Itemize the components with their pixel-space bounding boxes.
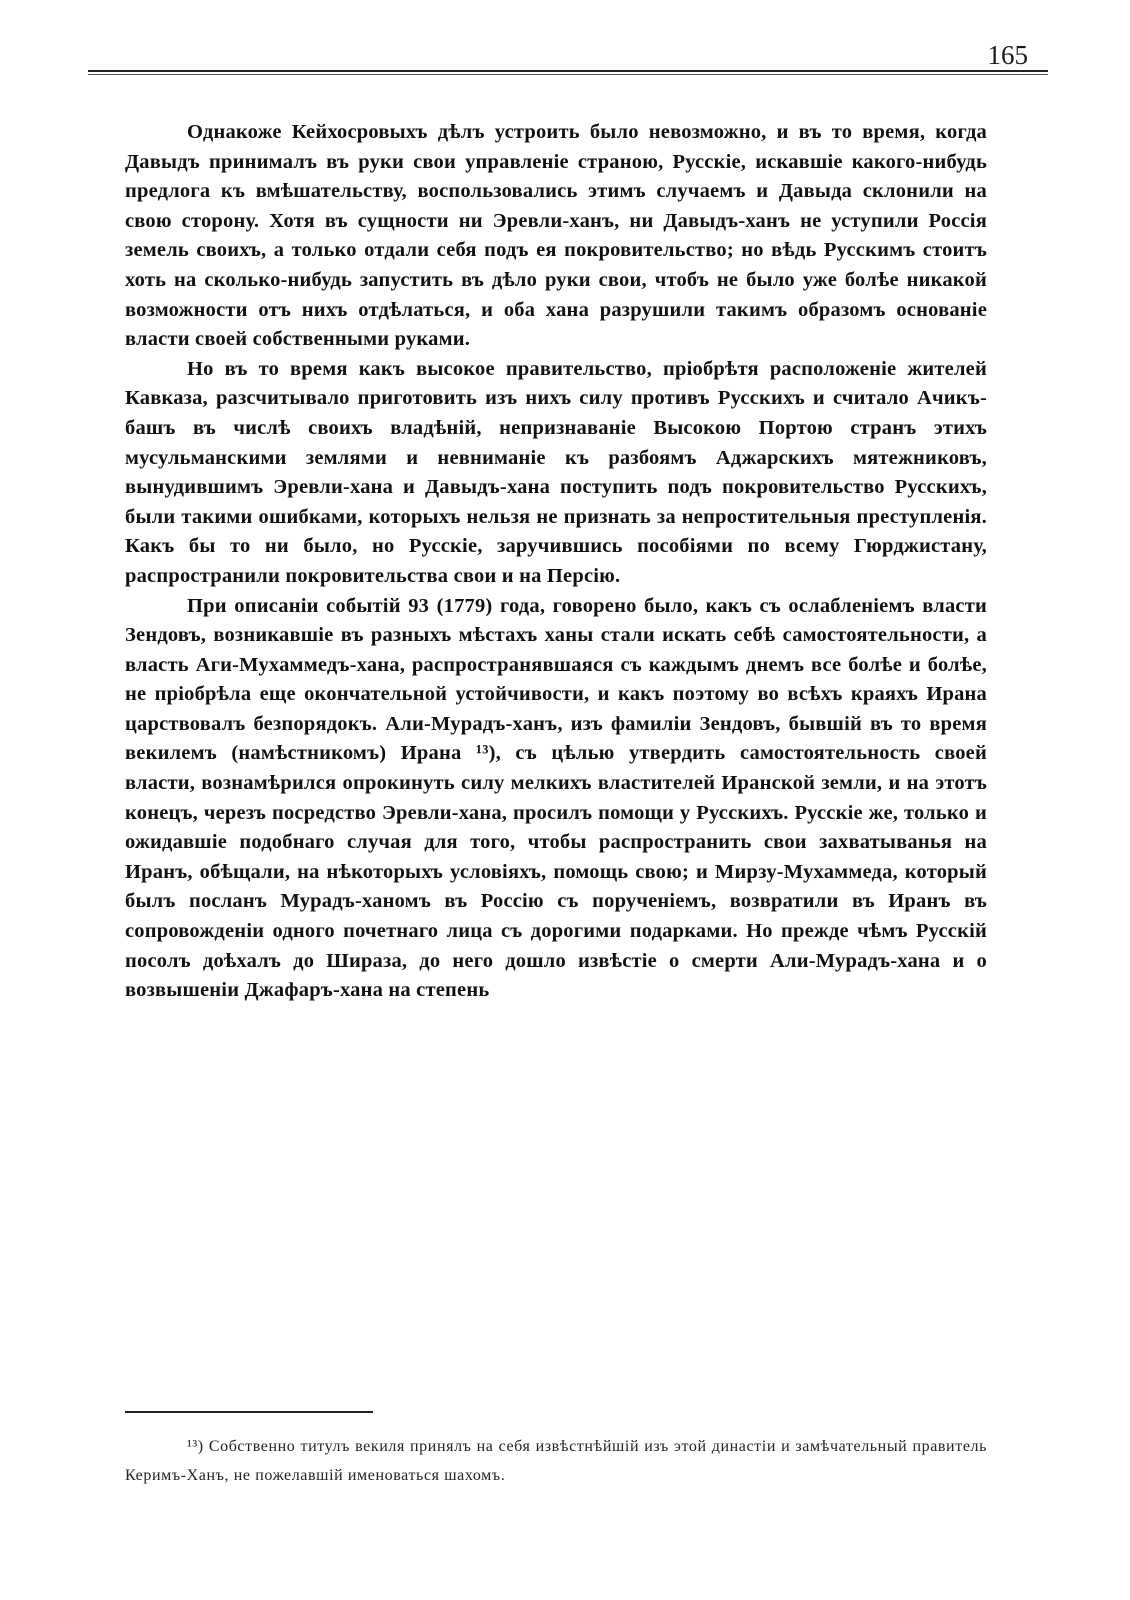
page-header xyxy=(88,34,1048,74)
paragraph: Но въ то время какъ высокое правительство, пріобрѣтя расположеніе жителей Кавказа, разсчитывало приготовить изъ нихъ силу противъ Русскихъ и считало Ачикъ-башъ въ числѣ своихъ владѣній, непризнаваніе Высокою Портою странъ этихъ мусульманскими землями и невниманіе къ разбоямъ Аджарскихъ мятежниковъ, вынудившимъ Эревли-хана и Давыдъ-хана поступить подъ покровительство Русскихъ, были такими ошибками, которыхъ нельзя не признать за непростительныя преступленія. Какъ бы то ни было, но Русскіе, заручившись пособіями по всему Гюрджистану, распространили покровительства свои и на Персію. xyxy=(125,357,987,587)
paragraph: Однакоже Кейхосровыхъ дѣлъ устроить было невозможно, и въ то время, когда Давыдъ принималъ въ руки свои управленіе страною, Русскіе, искавшіе какого-нибудь предлога къ вмѣшательству, воспользовались этимъ случаемъ и Давыда склонили на свою сторону. Хотя въ сущности ни Эревли-ханъ, ни Давыдъ-ханъ не уступили Россія земель своихъ, а только отдали себя подъ ея покровительство; но вѣдь Русскимъ стоитъ хоть на сколько-нибудь запустить въ дѣло руки свои, чтобъ не было уже болѣе никакой возможности отъ нихъ отдѣлаться, и оба хана разрушили такимъ образомъ основаніе власти своей собственными руками. xyxy=(125,121,987,351)
page-number: 165 xyxy=(987,40,1028,70)
paragraph: При описаніи событій 93 (1779) года, говорено было, какъ съ ослабленіемъ власти Зендовъ, возникавшіе въ разныхъ мѣстахъ ханы стали искать себѣ самостоятельности, а власть Аги-Мухаммедъ-хана, распространявшаяся съ каждымъ днемъ все болѣе и болѣе, не пріобрѣла еще окончательной устойчивости, и какъ поэтому во всѣхъ краяхъ Ирана царствовалъ безпорядокъ. Али-Мурадъ-ханъ, изъ фамиліи Зендовъ, бывшій въ то время векилемъ (намѣстникомъ) Ирана ¹³), съ цѣлью утвердить самостоятельность своей власти, вознамѣрился опрокинуть силу мелкихъ властителей Иранской земли, и на этотъ конецъ, черезъ посредство Эревли-хана, просилъ помощи у Русскихъ. Русскіе же, только и ожидавшіе подобнаго случая для того, чтобы распространить свои захватыванья на Иранъ, обѣщали, на нѣкоторыхъ условіяхъ, помощь свою; и Мирзу-Мухаммеда, который былъ посланъ Мурадъ-ханомъ въ Россію съ порученіемъ, возвратили въ Иранъ въ сопровожденіи одного почетнаго лица съ дорогими подарками. Но прежде чѣмъ Русскій посолъ доѣхалъ до Шираза, до него дошло извѣстіе о смерти Али-Мурадъ-хана и о возвышеніи Джафаръ-хана на степень xyxy=(125,594,987,1002)
header-rule xyxy=(88,70,1048,72)
footnote-text: ¹³) Собственно титулъ векиля принялъ на себя извѣстнѣйшій изъ этой династіи и замѣчательный правитель Керимъ-Ханъ, не пожелавшій именоваться шахомъ. xyxy=(125,1438,987,1484)
main-text xyxy=(125,118,987,1006)
footnote xyxy=(125,1432,987,1490)
footnote-rule xyxy=(125,1411,373,1413)
